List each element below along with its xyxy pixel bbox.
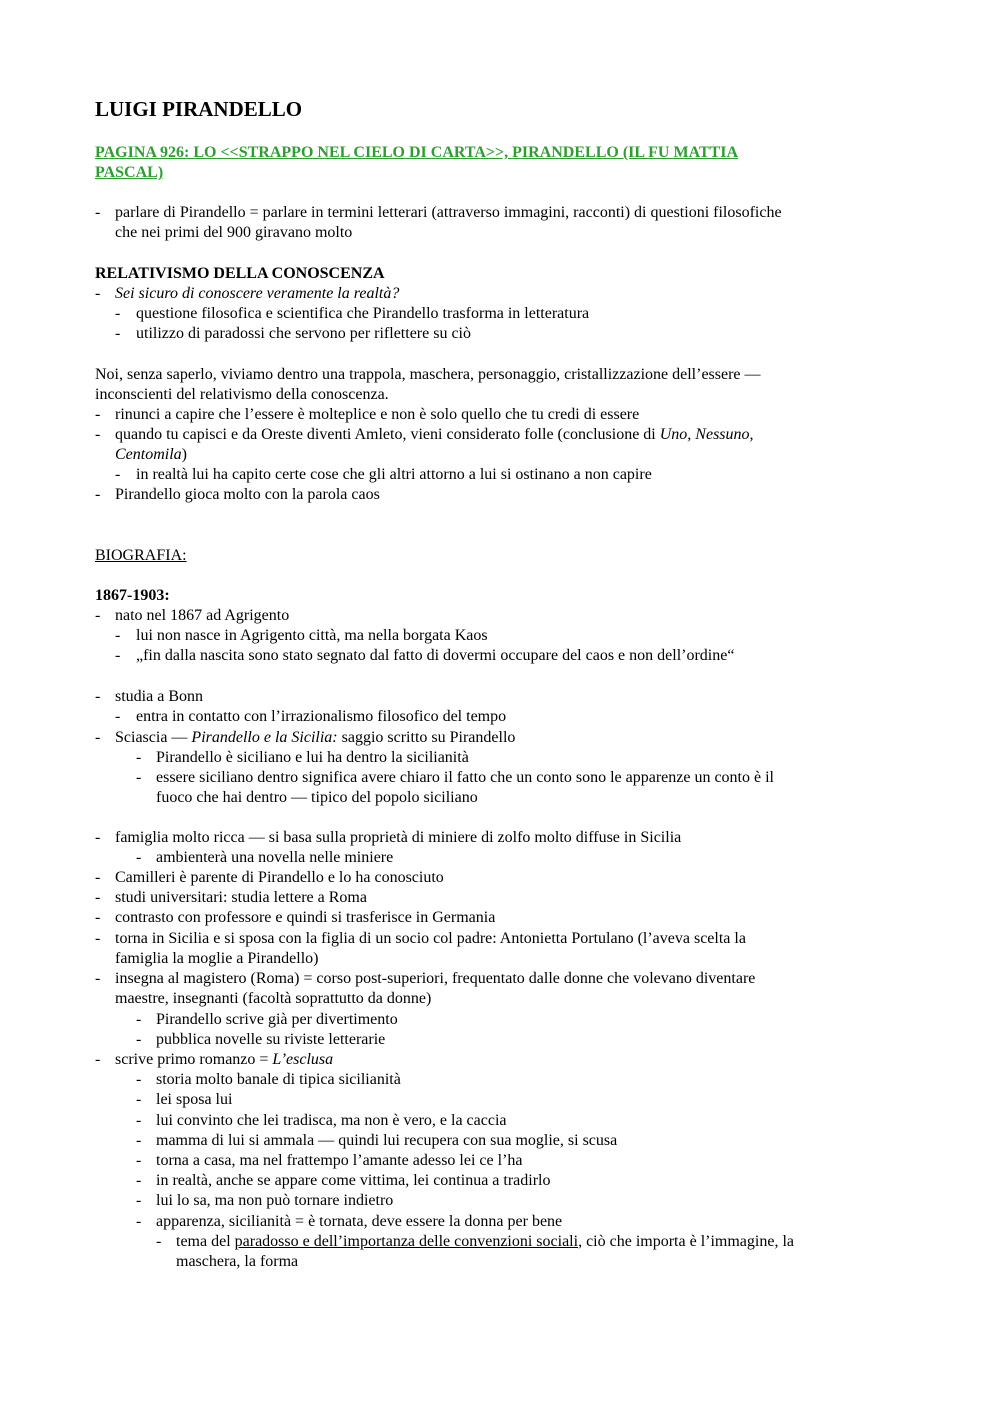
bullet-text-continuation: famiglia la moglie a Pirandello) [115,950,319,967]
sub-bullet-text: entra in contatto con l’irrazionalismo filosofico del tempo [136,708,507,725]
sub-bullet-text: storia molto banale di tipica sicilianità [156,1071,401,1088]
period-heading: 1867-1903: [95,587,170,604]
sub-bullet-text: mamma di lui si ammala — quindi lui recupera con sua moglie, si scusa [156,1132,618,1149]
sub-bullet-text: „fin dalla nascita sono stato segnato dal fatto di dovermi occupare del caos e non dell’ordine“ [136,647,735,664]
bullet-marker: - [136,1112,142,1129]
sub-bullet-text: ambienterà una novella nelle miniere [156,849,394,866]
bullet-text: nato nel 1867 ad Agrigento [115,607,290,624]
bullet-text: contrasto con professore e quindi si trasferisce in Germania [115,909,496,926]
bullet-marker: - [115,466,121,483]
bullet-marker: - [136,849,142,866]
bullet-marker: - [136,749,142,766]
sub-bullet-text: lui non nasce in Agrigento città, ma nella borgata Kaos [136,627,488,644]
italic-title: L’esclusa [272,1051,334,1068]
bullet-text-part: tema del [176,1233,235,1250]
subtitle-link-line2[interactable]: PASCAL) [95,164,164,181]
sub-bullet-text: Pirandello è siciliano e lui ha dentro la sicilianità [156,749,469,766]
bullet-marker: - [136,1132,142,1149]
paragraph-line1: Noi, senza saperlo, viviamo dentro una trappola, maschera, personaggio, cristallizzazione dell’essere — [95,366,761,383]
bullet-text-part: scrive primo romanzo = [115,1051,273,1068]
bullet-marker: - [95,285,101,302]
bullet-text [115,1050,333,1070]
bullet-marker: - [136,1031,142,1048]
bullet-marker: - [115,325,121,342]
bullet-marker: - [156,1233,162,1250]
section-heading-relativismo: RELATIVISMO DELLA CONOSCENZA [95,265,385,282]
bullet-marker: - [136,1213,142,1230]
section-heading-biografia: BIOGRAFIA: [95,547,187,564]
bullet-marker: - [95,829,101,846]
paragraph-line2: inconscienti del relativismo della conoscenza. [95,386,389,403]
sub-sub-bullet-text [176,1232,794,1252]
bullet-text-part: quando tu capisci e da Oreste diventi Amleto, vieni considerato folle (conclusione di [115,426,660,443]
bullet-marker: - [115,708,121,725]
bullet-marker: - [95,688,101,705]
bullet-text: famiglia molto ricca — si basa sulla proprietà di miniere di zolfo molto diffuse in Sicilia [115,829,682,846]
bullet-text-continuation: maestre, insegnanti (facoltà soprattutto da donne) [115,990,432,1007]
bullet-marker: - [95,486,101,503]
bullet-text-part: saggio scritto su Pirandello [337,729,516,746]
sub-bullet-text: apparenza, sicilianità = è tornata, deve essere la donna per bene [156,1213,563,1230]
bullet-marker: - [95,204,101,221]
sub-bullet-text: pubblica novelle su riviste letterarie [156,1031,386,1048]
bullet-text: Pirandello gioca molto con la parola caos [115,486,380,503]
bullet-text-part: Sciascia — [115,729,192,746]
bullet-marker: - [136,1071,142,1088]
bullet-text: rinunci a capire che l’essere è molteplice e non è solo quello che tu credi di essere [115,406,640,423]
bullet-marker: - [95,729,101,746]
bullet-text-continuation [115,445,187,465]
bullet-text-part: , ciò che importa è l’immagine, la [578,1233,794,1250]
bullet-marker: - [136,1172,142,1189]
bullet-marker: - [136,1011,142,1028]
intro-line2: che nei primi del 900 giravano molto [115,224,353,241]
bullet-marker: - [115,627,121,644]
bullet-text: studi universitari: studia lettere a Roma [115,889,367,906]
bullet-marker: - [95,889,101,906]
sub-bullet-text: questione filosofica e scientifica che Pirandello trasforma in letteratura [136,305,590,322]
bullet-text: studia a Bonn [115,688,203,705]
sub-bullet-text: lui convinto che lei tradisca, ma non è vero, e la caccia [156,1112,507,1129]
bullet-marker: - [136,1091,142,1108]
sub-bullet-text: lei sposa lui [156,1091,233,1108]
bullet-marker: - [95,1051,101,1068]
bullet-marker: - [95,406,101,423]
bullet-marker: - [115,647,121,664]
intro-line1: parlare di Pirandello = parlare in termini letterari (attraverso immagini, racconti) di questioni filosofiche [115,204,782,221]
bullet-text [115,728,515,748]
italic-title: Uno, Nessuno, [659,426,754,443]
bullet-text [115,425,754,445]
bullet-marker: - [95,426,101,443]
bullet-marker: - [95,930,101,947]
sub-bullet-text: in realtà, anche se appare come vittima, lei continua a tradirlo [156,1172,551,1189]
bullet-text: torna in Sicilia e si sposa con la figlia di un socio col padre: Antonietta Portulano (l’aveva scelta la [115,930,746,947]
italic-title: Pirandello e la Sicilia: [191,729,338,746]
bullet-marker: - [95,970,101,987]
bullet-marker: - [115,305,121,322]
sub-bullet-text: utilizzo di paradossi che servono per riflettere su ciò [136,325,471,342]
italic-title: Centomila [115,446,182,463]
sub-bullet-text: torna a casa, ma nel frattempo l’amante adesso lei ce l’ha [156,1152,523,1169]
bullet-text: insegna al magistero (Roma) = corso post-superiori, frequentato dalle donne che volevano diventare [115,970,756,987]
sub-bullet-text: essere siciliano dentro significa avere chiaro il fatto che un conto sono le apparenze un conto è il [156,769,774,786]
bullet-marker: - [136,1152,142,1169]
underlined-phrase: paradosso e dell’importanza delle convenzioni sociali [234,1233,579,1250]
sub-bullet-text: in realtà lui ha capito certe cose che gli altri attorno a lui si ostinano a non capire [136,466,652,483]
page-title: LUIGI PIRANDELLO [95,97,303,121]
bullet-marker: - [136,1192,142,1209]
subtitle-link-line1[interactable]: PAGINA 926: LO <<STRAPPO NEL CIELO DI CARTA>>, PIRANDELLO (IL FU MATTIA [95,144,739,161]
bullet-marker: - [95,607,101,624]
sub-sub-bullet-text-continuation: maschera, la forma [176,1253,299,1270]
question-text: Sei sicuro di conoscere veramente la realtà? [115,285,400,302]
bullet-marker: - [95,869,101,886]
bullet-text: Camilleri è parente di Pirandello e lo ha conosciuto [115,869,444,886]
bullet-marker: - [136,769,142,786]
sub-bullet-text: lui lo sa, ma non può tornare indietro [156,1192,394,1209]
bullet-marker: - [95,909,101,926]
sub-bullet-text: Pirandello scrive già per divertimento [156,1011,398,1028]
sub-bullet-text-continuation: fuoco che hai dentro — tipico del popolo siciliano [156,789,478,806]
bullet-text-part: ) [181,446,187,463]
